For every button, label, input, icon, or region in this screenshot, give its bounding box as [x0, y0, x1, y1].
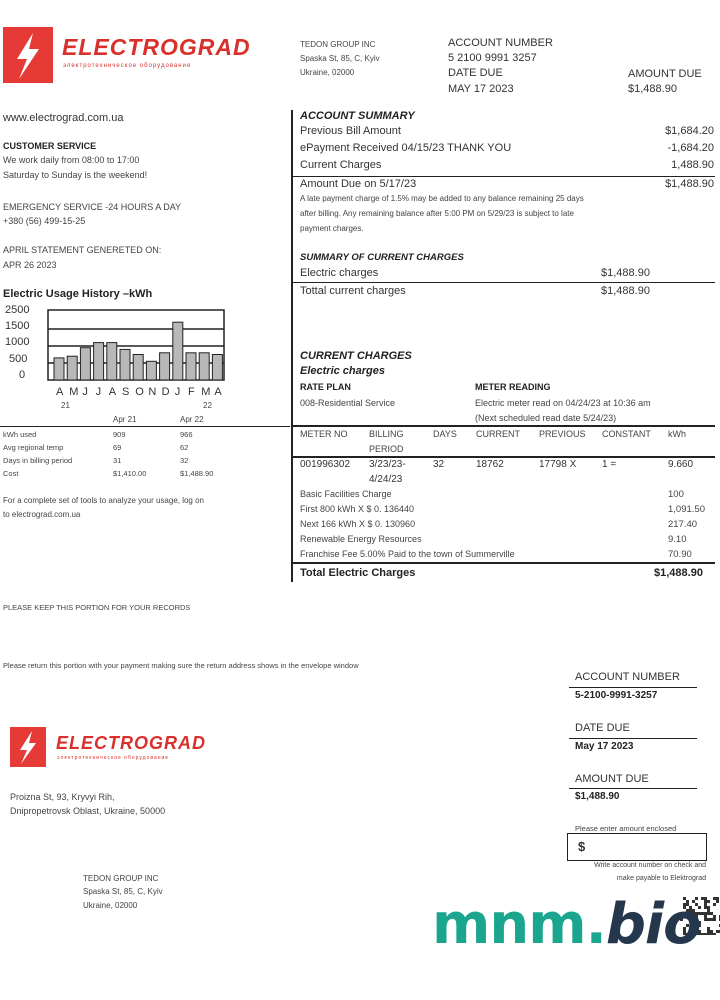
enclosed-label: Please enter amount enclosed	[575, 824, 677, 833]
account-value: 5 2100 9991 3257	[448, 52, 537, 64]
col-header: Apr 22	[180, 415, 204, 424]
charge-item-label: Next 166 kWh X $ 0. 130960	[300, 519, 416, 529]
usage-row-value: 69	[113, 443, 122, 452]
bar	[160, 353, 170, 380]
summary-row-value: -1,684.20	[667, 142, 714, 154]
amount-due-value: $1,488.90	[628, 83, 677, 95]
watermark	[432, 892, 701, 957]
x-tick: A	[56, 386, 64, 398]
previous-read: 17798 X	[539, 459, 577, 470]
emergency-phone: +380 (56) 499-15-25	[3, 216, 86, 226]
cs-line: We work daily from 08:00 to 17:00	[3, 155, 140, 165]
cs-line: Saturday to Sunday is the weekend!	[3, 170, 148, 180]
summary-title: ACCOUNT SUMMARY	[300, 110, 415, 122]
charge-label: Electric charges	[300, 267, 379, 279]
bar	[107, 343, 117, 380]
return-note: Please return this portion with your payment making sure the return address shows in the envelope window	[3, 661, 359, 670]
bar	[94, 343, 104, 380]
stub-sender: Spaska St, 85, C, Kyiv	[83, 887, 163, 896]
tools-note: to electrograd.com.ua	[3, 510, 81, 519]
x-tick: A	[108, 386, 117, 398]
stub-amount-value: $1,488.90	[575, 791, 620, 802]
account-label: ACCOUNT NUMBER	[448, 37, 553, 49]
meter-reading-label: METER READING	[475, 382, 551, 392]
billing-period: 3/23/23-	[369, 459, 406, 470]
current-read: 18762	[476, 459, 504, 470]
usage-row-value: 62	[180, 443, 189, 452]
x-tick: J	[174, 386, 181, 398]
col-header: PREVIOUS	[539, 429, 586, 439]
x-tick: A	[214, 386, 222, 398]
bar	[199, 353, 209, 380]
check-note: make payable to Elektrograd	[616, 875, 706, 882]
sender-line: Ukraine, 02000	[300, 68, 355, 77]
charge-item-label: Basic Facilities Charge	[300, 489, 392, 499]
usage-row-label: Days in billing period	[3, 456, 73, 465]
col-header: Apr 21	[113, 415, 137, 424]
meter-no: 001996302	[300, 459, 351, 470]
col-header: METER NO	[300, 429, 348, 439]
current-summary-title: SUMMARY OF CURRENT CHARGES	[300, 252, 464, 263]
bar	[212, 355, 222, 381]
y-tick: 1500	[5, 320, 30, 332]
summary-row-value: 1,488.90	[671, 159, 714, 171]
year-label: 21	[61, 401, 70, 410]
total-electric-value: $1,488.90	[654, 567, 703, 579]
col-header: BILLING	[369, 429, 404, 439]
year-label: 22	[203, 401, 212, 410]
x-tick: F	[188, 386, 195, 398]
bar	[54, 358, 64, 380]
bar	[133, 355, 143, 381]
watermark-part: mnm.	[432, 892, 606, 957]
charge-item-value: 100	[668, 489, 684, 500]
constant: 1 =	[602, 459, 617, 470]
stub-amount-label: AMOUNT DUE	[575, 773, 649, 785]
website: www.electrograd.com.ua	[3, 112, 124, 124]
stub-date-value: May 17 2023	[575, 741, 634, 752]
late-note: payment charges.	[300, 224, 364, 233]
enclosed-value: $	[578, 839, 586, 854]
date-due-value: MAY 17 2023	[448, 83, 514, 95]
bar	[67, 356, 77, 380]
stub-sender: Ukraine, 02000	[83, 901, 138, 910]
usage-row-value: 31	[113, 456, 122, 465]
statement-label: APRIL STATEMENT GENERETED ON:	[3, 245, 162, 255]
y-tick: 2500	[5, 304, 30, 316]
x-tick: M	[201, 386, 211, 398]
keep-note: PLEASE KEEP THIS PORTION FOR YOUR RECORDS	[3, 603, 191, 612]
col-header: CURRENT	[476, 429, 520, 439]
x-tick: O	[135, 386, 144, 398]
col-header: CONSTANT	[602, 429, 651, 439]
chart-plot	[44, 306, 230, 384]
amount-due-on-value: $1,488.90	[665, 178, 714, 190]
date-due-label: DATE DUE	[448, 67, 503, 79]
usage-row-label: Avg regional temp	[3, 443, 64, 452]
total-electric-label: Total Electric Charges	[300, 567, 416, 579]
days: 32	[433, 459, 445, 470]
x-tick: J	[82, 386, 88, 398]
bar	[120, 349, 130, 380]
summary-row-value: $1,684.20	[665, 125, 714, 137]
billing-period: 4/24/23	[369, 474, 403, 485]
chart-title: Electric Usage History –kWh	[3, 288, 153, 300]
check-note: Write account number on check and	[594, 862, 706, 869]
col-header: kWh	[668, 429, 686, 439]
total-label: Tottal current charges	[300, 285, 406, 297]
x-tick: S	[122, 386, 130, 398]
watermark-part: bio	[605, 892, 701, 957]
stub-sender: TEDON GROUP INC	[83, 874, 159, 883]
stub-address: Proizna St, 93, Kryvyi Rih,	[10, 792, 115, 802]
charge-item-label: First 800 kWh X $ 0. 136440	[300, 504, 415, 514]
rate-plan-label: RATE PLAN	[300, 382, 351, 392]
usage-row-value: $1,488.90	[180, 469, 214, 478]
late-note: after billing. Any remaining balance after 5:00 PM on 5/29/23 is subject to late	[300, 209, 574, 218]
col-header: PERIOD	[369, 444, 404, 454]
current-charges-title: CURRENT CHARGES	[300, 350, 412, 362]
usage-row-value: $1,410.00	[113, 469, 147, 478]
sender-line: Spaska St, 85, C, Kyiv	[300, 54, 380, 63]
late-note: A late payment charge of 1.5% may be added to any balance remaining 25 days	[300, 194, 584, 203]
summary-row-label: Current Charges	[300, 159, 382, 171]
brand-name-stub: ELECTROGRAD	[56, 733, 206, 753]
col-header: DAYS	[433, 429, 457, 439]
stub-account-label: ACCOUNT NUMBER	[575, 671, 680, 683]
summary-row-label: ePayment Received 04/15/23 THANK YOU	[300, 142, 512, 154]
usage-row-value: 966	[180, 430, 193, 439]
emergency-line: EMERGENCY SERVICE -24 HOURS A DAY	[3, 202, 182, 212]
logo-icon	[10, 727, 46, 767]
rate-plan-value: 008-Residential Service	[300, 398, 396, 408]
total-value: $1,488.90	[601, 285, 650, 297]
tools-note: For a complete set of tools to analyze your usage, log on	[3, 496, 205, 505]
x-tick: D	[161, 386, 170, 398]
brand-name: ELECTROGRAD	[62, 34, 251, 60]
x-tick: J	[95, 386, 102, 398]
logo-icon	[3, 27, 53, 83]
usage-row-label: kWh used	[3, 430, 37, 439]
charge-item-label: Franchise Fee 5.00% Paid to the town of Summerville	[300, 549, 515, 559]
x-tick: M	[69, 386, 79, 398]
amount-due-on: Amount Due on 5/17/23	[300, 178, 417, 190]
meter-line: Electric meter read on 04/24/23 at 10:36 am	[475, 398, 651, 408]
statement-date: APR 26 2023	[3, 260, 57, 270]
usage-row-value: 909	[113, 430, 126, 439]
charge-item-value: 1,091.50	[668, 504, 705, 515]
sender-line: TEDON GROUP INC	[300, 40, 376, 49]
charge-item-value: 70.90	[668, 549, 692, 560]
bar	[146, 361, 156, 380]
kwh: 9.660	[668, 459, 694, 470]
brand-tagline: электротехническое оборудование	[63, 63, 192, 69]
stub-address: Dnipropetrovsk Oblast, Ukraine, 50000	[10, 806, 166, 816]
amount-enclosed-input[interactable]	[567, 833, 707, 861]
stub-date-label: DATE DUE	[575, 722, 630, 734]
charge-item-value: 9.10	[668, 534, 687, 545]
amount-due-label: AMOUNT DUE	[628, 68, 702, 80]
customer-service-title: CUSTOMER SERVICE	[3, 141, 97, 151]
usage-row-value: 32	[180, 456, 189, 465]
y-tick: 1000	[5, 336, 30, 348]
current-charges-subtitle: Electric charges	[300, 365, 385, 377]
meter-line: (Next scheduled read date 5/24/23)	[475, 413, 617, 423]
usage-row-label: Cost	[3, 469, 19, 478]
charge-item-label: Renewable Energy Resources	[300, 534, 422, 544]
y-tick: 0	[19, 369, 26, 381]
bar	[186, 353, 196, 380]
summary-row-label: Previous Bill Amount	[300, 125, 401, 137]
charge-item-value: 217.40	[668, 519, 698, 530]
stub-account-value: 5-2100-9991-3257	[575, 690, 658, 701]
brand-tagline-stub: электротехническое оборудование	[57, 755, 170, 761]
bar	[80, 348, 90, 380]
charge-value: $1,488.90	[601, 267, 650, 279]
y-tick: 500	[9, 353, 28, 365]
x-tick: N	[148, 386, 157, 398]
bar	[173, 322, 183, 380]
